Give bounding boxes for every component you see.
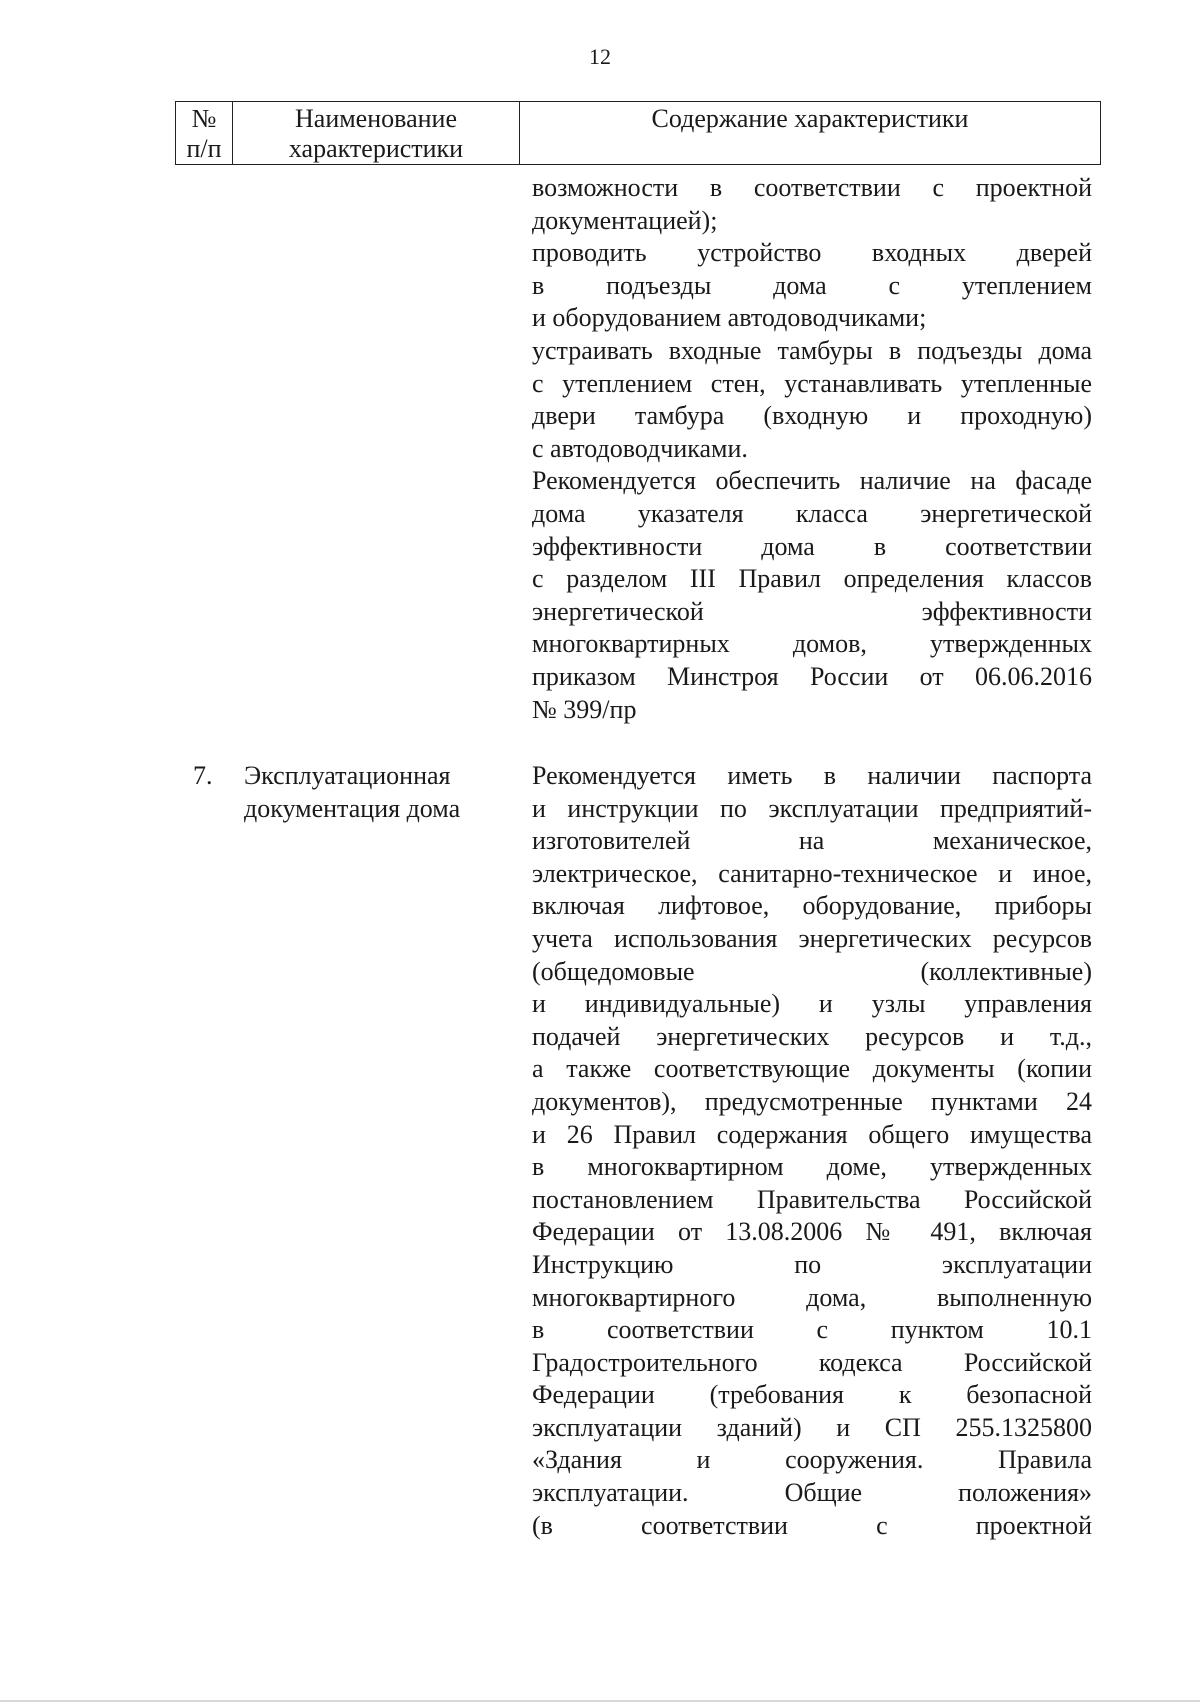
- text-line: и 26 Правил содержания общего имущества: [532, 1119, 1092, 1149]
- row-number: 7.: [193, 761, 213, 790]
- text-line: Эксплуатационная: [244, 761, 451, 790]
- text-line: многоквартирного дома, выполненную: [532, 1282, 1092, 1312]
- text-line: включая лифтовое, оборудование, приборы: [532, 891, 1092, 921]
- table-header: [175, 101, 1101, 165]
- header-text: Наименование: [295, 104, 457, 133]
- text-line: документов), предусмотренные пунктами 24: [532, 1086, 1092, 1116]
- text-line: Федерации от 13.08.2006 № 491, включая: [532, 1217, 1092, 1247]
- text-line: документация дома: [244, 793, 461, 823]
- text-line: Инструкцию по эксплуатации: [532, 1249, 1092, 1279]
- text-line: с разделом III Правил определения классов: [532, 564, 1092, 594]
- text-line: электрическое, санитарно-техническое и иное,: [532, 858, 1092, 888]
- text-line: подачей энергетических ресурсов и т.д.,: [532, 1021, 1092, 1051]
- text-line: эффективности дома в соответствии: [532, 531, 1092, 561]
- text-line: дома указателя класса энергетической: [532, 498, 1092, 528]
- page-number: 12: [589, 44, 611, 69]
- header-name-column: [233, 102, 520, 164]
- text-line: изготовителей на механическое,: [532, 826, 1092, 856]
- text-line: (в соответствии с проектной: [532, 1510, 1092, 1540]
- text-line: в многоквартирном доме, утвержденных: [532, 1152, 1092, 1182]
- text-line: № 399/пр: [532, 694, 637, 724]
- text-line: Федерации (требования к безопасной: [532, 1380, 1092, 1410]
- text-line: приказом Минстроя России от 06.06.2016: [532, 661, 1092, 691]
- row-content: [532, 760, 1092, 1542]
- text-line: эксплуатации зданий) и СП 255.1325800: [532, 1412, 1092, 1442]
- text-line: учета использования энергетических ресурсов: [532, 923, 1092, 953]
- text-line: двери тамбура (входную и проходную): [532, 401, 1092, 431]
- text-line: возможности в соответствии с проектной: [532, 173, 1092, 202]
- text-line: и инструкции по эксплуатации предприятий-: [532, 793, 1092, 823]
- text-line: Градостроительного кодекса Российской: [532, 1347, 1092, 1377]
- continued-content: [532, 172, 1092, 726]
- text-line: а также соответствующие документы (копии: [532, 1054, 1092, 1084]
- header-text: п/п: [186, 134, 222, 163]
- text-line: документацией);: [532, 205, 718, 235]
- header-text: №: [191, 104, 217, 133]
- text-line: Рекомендуется иметь в наличии паспорта: [532, 761, 1092, 790]
- text-line: (общедомовые (коллективные): [532, 956, 1092, 986]
- text-line: многоквартирных домов, утвержденных: [532, 629, 1092, 659]
- header-text: характеристики: [288, 134, 464, 163]
- text-line: в соответствии с пунктом 10.1: [532, 1315, 1092, 1345]
- text-line: постановлением Правительства Российской: [532, 1184, 1092, 1214]
- row-name: [244, 760, 506, 825]
- text-line: Рекомендуется обеспечить наличие на фасаде: [532, 466, 1092, 496]
- text-line: устраивать входные тамбуры в подъезды дома: [532, 335, 1092, 365]
- text-line: в подъезды дома с утеплением: [532, 270, 1092, 300]
- text-line: и оборудованием автодоводчиками;: [532, 303, 927, 333]
- scan-edge-line: [0, 1700, 1200, 1702]
- text-line: с автодоводчиками.: [532, 433, 748, 463]
- text-line: энергетической эффективности: [532, 596, 1092, 626]
- header-number-column: [176, 102, 233, 164]
- header-text: Содержание характеристики: [651, 104, 969, 133]
- text-line: с утеплением стен, устанавливать утепленные: [532, 368, 1092, 398]
- header-content-column: [520, 102, 1100, 164]
- text-line: и индивидуальные) и узлы управления: [532, 989, 1092, 1019]
- text-line: проводить устройство входных дверей: [532, 238, 1092, 268]
- text-line: эксплуатации. Общие положения»: [532, 1478, 1092, 1508]
- text-line: «Здания и сооружения. Правила: [532, 1445, 1092, 1475]
